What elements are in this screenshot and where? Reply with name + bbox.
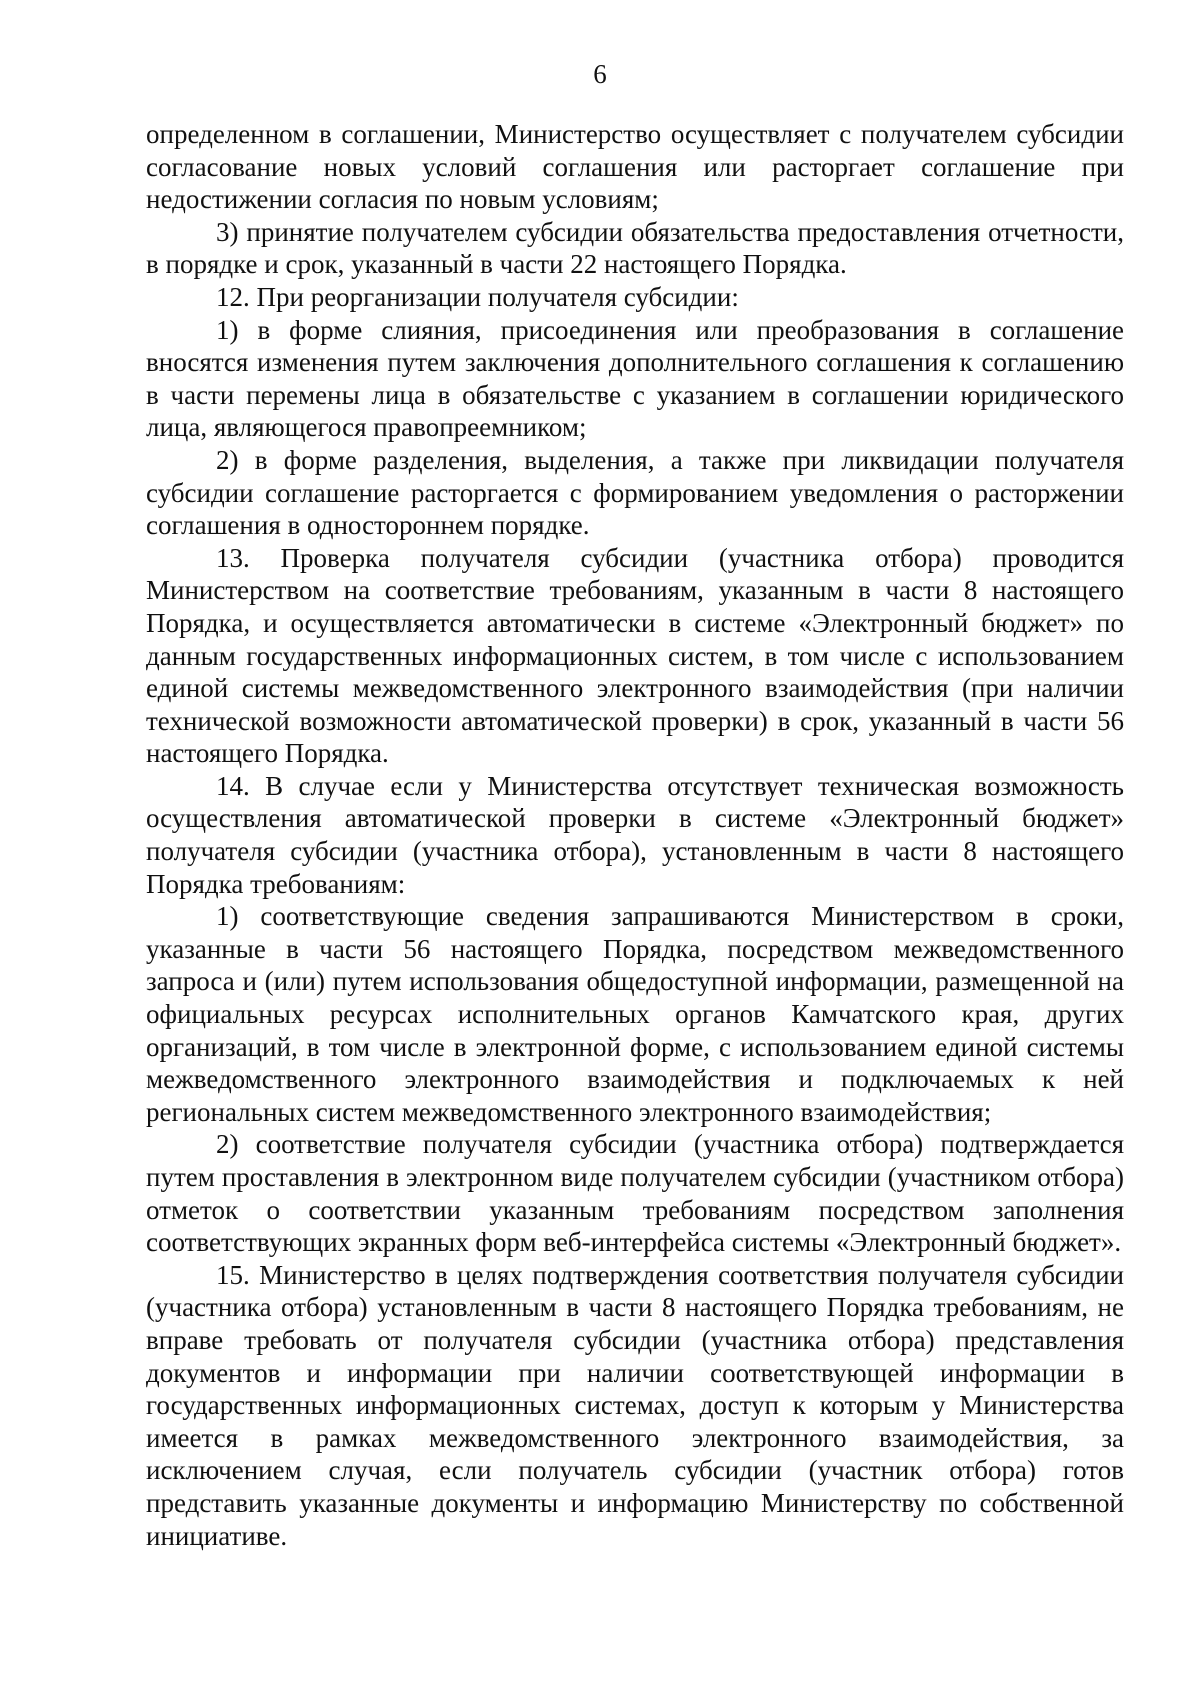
- paragraph-section-14-item-1: 1) соответствующие сведения запрашиваются Министерством в сроки, указанные в части 56 настоящего Порядка, посредством межведомственного запроса и (или) путем использования общедоступной информации, размещенной на официальных ресурсах исполнительных органов Камчатского края, других организаций, в том числе в электронной форме, с использованием единой системы межведомственного электронного взаимодействия и подключаемых к ней региональных систем межведомственного электронного взаимодействия;: [146, 901, 1124, 1127]
- paragraph-item-3: 3) принятие получателем субсидии обязательства предоставления отчетности, в порядке и срок, указанный в части 22 настоящего Порядка.: [146, 216, 1124, 280]
- paragraph-continuation: определенном в соглашении, Министерство осуществляет с получателем субсидии согласование новых условий соглашения или расторгает соглашение при недостижении согласия по новым условиям;: [146, 119, 1124, 215]
- page-number: 6: [593, 59, 607, 89]
- paragraph-section-15: 15. Министерство в целях подтверждения соответствия получателя субсидии (участника отбора) установленным в части 8 настоящего Порядка требованиям, не вправе требовать от получателя субсидии (участника отбора) представления документов и информации при наличии соответствующей информации в государственных информационных системах, доступ к которым у Министерства имеется в рамках межведомственного электронного взаимодействия, за исключением случая, если получатель субсидии (участник отбора) готов представить указанные документы и информацию Министерству по собственной инициативе.: [146, 1259, 1124, 1551]
- paragraph-section-14: 14. В случае если у Министерства отсутствует техническая возможность осуществления автоматической проверки в системе «Электронный бюджет» получателя субсидии (участника отбора), установленным в части 8 настоящего Порядка требованиям:: [146, 770, 1124, 899]
- paragraph-section-12-item-1: 1) в форме слияния, присоединения или преобразования в соглашение вносятся изменения путем заключения дополнительного соглашения к соглашению в части перемены лица в обязательстве с указанием в соглашении юридического лица, являющегося правопреемником;: [146, 314, 1124, 443]
- paragraph-section-12-item-2: 2) в форме разделения, выделения, а также при ликвидации получателя субсидии соглашение расторгается с формированием уведомления о расторжении соглашения в одностороннем порядке.: [146, 444, 1124, 541]
- paragraph-section-12: 12. При реорганизации получателя субсидии:: [216, 281, 739, 312]
- paragraph-section-14-item-2: 2) соответствие получателя субсидии (участника отбора) подтверждается путем проставления в электронном виде получателем субсидии (участником отбора) отметок о соответствии указанным требованиям посредством заполнения соответствующих экранных форм веб-интерфейса системы «Электронный бюджет».: [146, 1129, 1124, 1258]
- paragraph-section-13: 13. Проверка получателя субсидии (участника отбора) проводится Министерством на соответствие требованиям, указанным в части 8 настоящего Порядка, и осуществляется автоматически в системе «Электронный бюджет» по данным государственных информационных систем, в том числе с использованием единой системы межведомственного электронного взаимодействия (при наличии технической возможности автоматической проверки) в срок, указанный в части 56 настоящего Порядка.: [146, 542, 1124, 769]
- document-body: [146, 118, 1124, 1552]
